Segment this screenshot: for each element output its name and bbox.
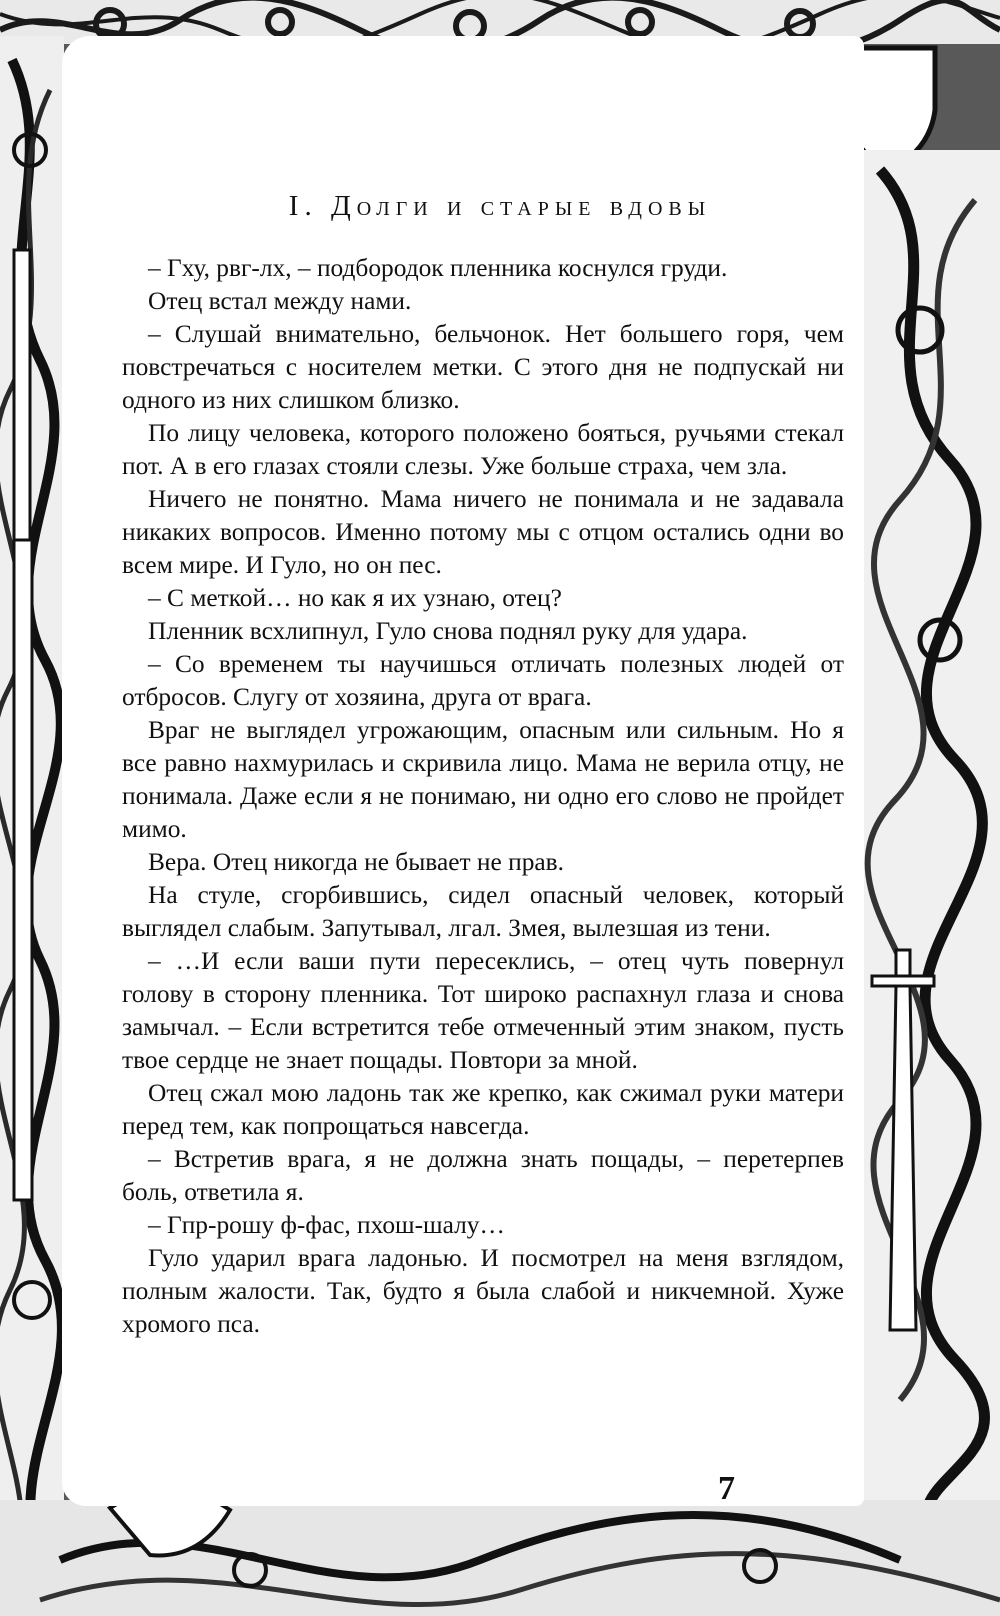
paragraph: – …И если ваши пути пересеклись, – отец чуть повернул голову в сторону пленника. Тот широко распахнул глаза и снова замычал. – Если встретится тебе отмеченный этим знаком, пусть твое сердце не знает пощады. Повтори за мной.	[122, 947, 844, 1074]
paragraph: Отец встал между нами.	[148, 287, 412, 315]
paragraph: – Со временем ты научишься отличать полезных людей от отбросов. Слугу от хозяина, друга от врага.	[122, 650, 844, 711]
page-number: 7	[718, 1470, 735, 1507]
paragraph: Гуло ударил врага ладонью. И посмотрел на меня взглядом, полным жалости. Так, будто я была слабой и никчемной. Хуже хромого пса.	[122, 1244, 844, 1338]
paragraph: – Гпр-рошу ф-фас, пхош-шалу…	[148, 1211, 505, 1239]
paragraph: По лицу человека, которого положено бояться, ручьями стекал пот. А в его глазах стояли слезы. Уже больше страха, чем зла.	[122, 419, 844, 480]
paragraph: – Гху, рвг-лх, – подбородок пленника коснулся груди.	[148, 254, 728, 282]
paragraph: – С меткой… но как я их узнаю, отец?	[148, 584, 562, 612]
paragraph: Пленник всхлипнул, Гуло снова поднял руку для удара.	[148, 617, 748, 645]
body-text	[122, 252, 844, 1341]
right-vine-ornament	[862, 150, 1000, 1540]
paragraph: Вера. Отец никогда не бывает не прав.	[148, 848, 565, 876]
paragraph: – Встретив врага, я не должна знать пощады, – перетерпев боль, ответила я.	[122, 1145, 844, 1206]
paragraph: Ничего не понятно. Мама ничего не понимала и не задавала никаких вопросов. Именно потому мы с отцом остались одни во всем мире. И Гуло, но он пес.	[122, 485, 844, 579]
paragraph: Отец сжал мою ладонь так же крепко, как сжимал руки матери перед тем, как попрощаться навсегда.	[122, 1079, 844, 1140]
paragraph: – Слушай внимательно, бельчонок. Нет большего горя, чем повстречаться с носителем метки. С этого дня не подпускай ни одного из них слишком близко.	[122, 320, 844, 414]
bottom-scroll-ornament	[0, 1489, 1000, 1616]
paragraph: Враг не выглядел угрожающим, опасным или сильным. Но я все равно нахмурилась и скривила лицо. Мама не верила отцу, не понимала. Даже если я не понимаю, ни одно его слово не пройдет мимо.	[122, 716, 844, 843]
paragraph: На стуле, сгорбившись, сидел опасный человек, который выглядел слабым. Запутывал, лгал. Змея, вылезшая из тени.	[122, 881, 844, 942]
chapter-title: I. Долги и старые вдовы	[288, 190, 712, 222]
left-vine-ornament	[0, 36, 64, 1570]
